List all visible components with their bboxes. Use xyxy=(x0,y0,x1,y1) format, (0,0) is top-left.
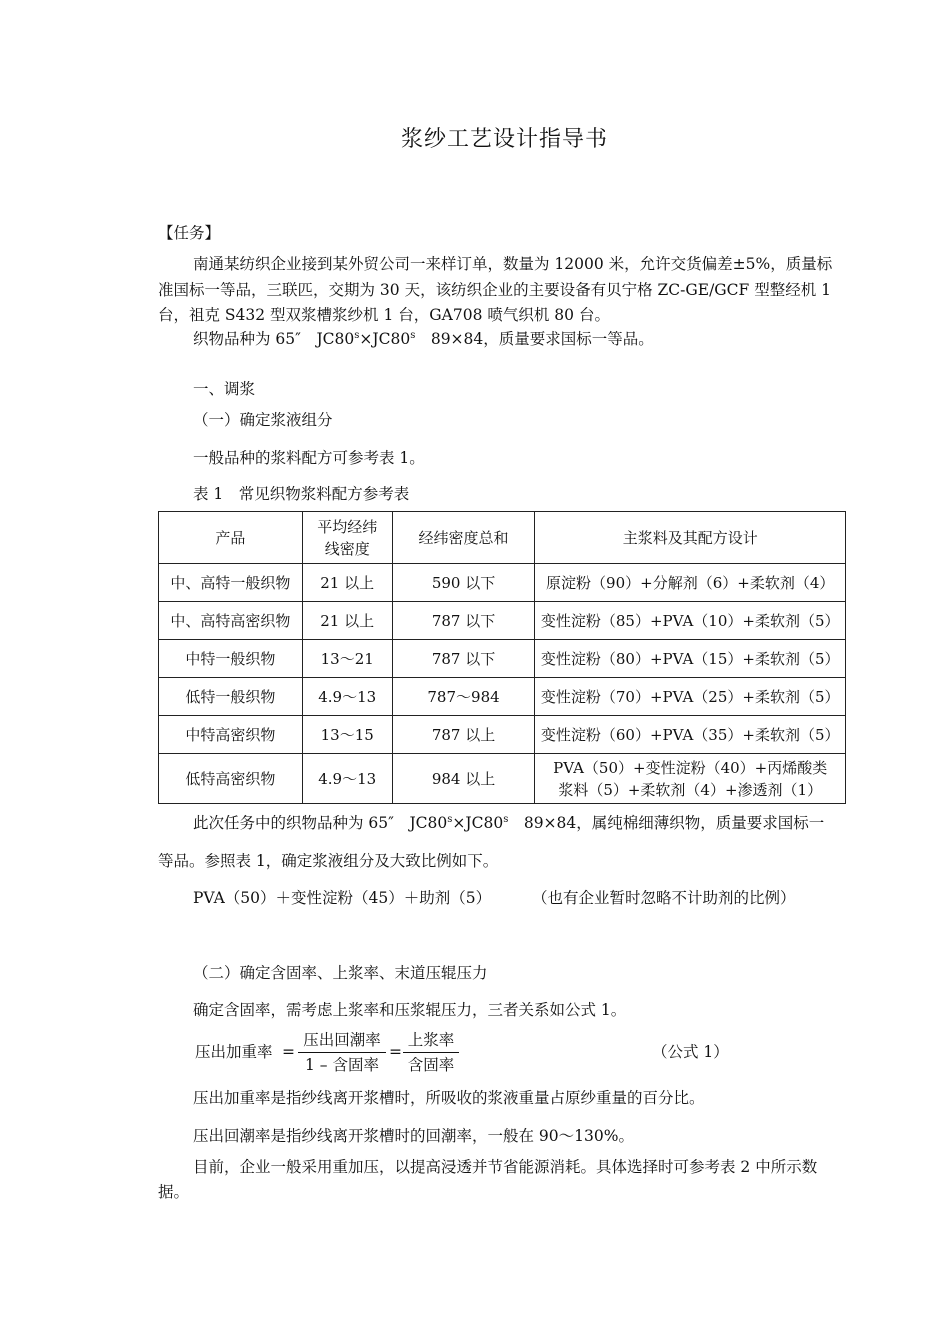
header-formula: 主浆料及其配方设计 xyxy=(535,512,846,564)
fraction-2-numerator: 上浆率 xyxy=(407,1031,455,1049)
table-row xyxy=(159,564,846,602)
fabric-spec-line xyxy=(193,328,654,350)
task-header: 【任务】 xyxy=(158,224,221,242)
cell-formula-line-1: PVA（50）+变性淀粉（40）+丙烯酸类 xyxy=(553,758,828,777)
task-fabric-part-b: ×JC80 xyxy=(452,814,504,832)
cell-formula: 变性淀粉（70）+PVA（25）+柔软剂（5） xyxy=(535,678,846,716)
cell-avg-density: 13～15 xyxy=(302,716,392,754)
header-avg-density-line-2: 线密度 xyxy=(324,539,370,558)
formula-lhs: 压出加重率 xyxy=(195,1043,273,1061)
table-row xyxy=(159,716,846,754)
cell-density-sum: 787 以下 xyxy=(392,602,535,640)
table-1-caption: 表 1 常见织物浆料配方参考表 xyxy=(193,485,410,503)
cell-avg-density: 21 以上 xyxy=(302,564,392,602)
cell-avg-density: 4.9～13 xyxy=(302,754,392,804)
cell-product: 低特高密织物 xyxy=(159,754,303,804)
header-density-sum: 经纬密度总和 xyxy=(392,512,535,564)
fraction-1-denominator: 1 – 含固率 xyxy=(305,1056,379,1074)
header-product: 产品 xyxy=(159,512,303,564)
cell-avg-density: 13～21 xyxy=(302,640,392,678)
fabric-spec-part-b: ×JC80 xyxy=(359,330,411,348)
task-fabric-part-c: 89×84，属纯棉细薄织物，质量要求国标一 xyxy=(508,814,825,832)
definition-1: 压出加重率是指纱线离开浆槽时，所吸收的浆液重量占原纱重量的百分比。 xyxy=(193,1089,705,1107)
table-row xyxy=(159,754,846,804)
table-header-row xyxy=(159,512,846,564)
task-fabric-sup-1: s xyxy=(447,814,453,825)
final-paragraph-line-1: 目前，企业一般采用重加压，以提高浸透并节省能源消耗。具体选择时可参考表 2 中所示数 xyxy=(193,1158,818,1176)
size-composition-note: （也有企业暂时忽略不计助剂的比例） xyxy=(532,889,796,907)
table-row xyxy=(159,602,846,640)
formula-equals-2: = xyxy=(389,1043,402,1061)
formula-fraction-2 xyxy=(403,1029,459,1076)
task-fabric-sup-2: s xyxy=(503,814,509,825)
cell-product: 中特一般织物 xyxy=(159,640,303,678)
task-paragraph-line-1: 南通某纺织企业接到某外贸公司一来样订单，数量为 12000 米，允许交货偏差±5%，质量标 xyxy=(193,255,833,273)
task-fabric-part-a: 此次任务中的织物品种为 65″ JC80 xyxy=(193,814,448,832)
cell-avg-density: 4.9～13 xyxy=(302,678,392,716)
subsection-heading-1: （一）确定浆液组分 xyxy=(193,411,333,429)
fraction-1-bar xyxy=(298,1052,386,1053)
header-avg-density xyxy=(302,512,392,564)
cell-formula: 变性淀粉（80）+PVA（15）+柔软剂（5） xyxy=(535,640,846,678)
task-paragraph-line-2: 准国标一等品，三联匹，交期为 30 天，该纺织企业的主要设备有贝宁格 ZC-GE/GCF 型整经机 1 xyxy=(158,281,832,299)
size-composition: PVA（50）＋变性淀粉（45）＋助剂（5） xyxy=(193,889,492,907)
table-row xyxy=(159,640,846,678)
cell-formula: 变性淀粉（60）+PVA（35）+柔软剂（5） xyxy=(535,716,846,754)
formula-fraction-1 xyxy=(298,1029,386,1076)
cell-density-sum: 787～984 xyxy=(392,678,535,716)
cell-density-sum: 984 以上 xyxy=(392,754,535,804)
cell-density-sum: 787 以下 xyxy=(392,640,535,678)
cell-product: 中、高特一般织物 xyxy=(159,564,303,602)
task-paragraph-line-3: 台，祖克 S432 型双浆槽浆纱机 1 台，GA708 喷气织机 80 台。 xyxy=(158,306,610,324)
cell-product: 中特高密织物 xyxy=(159,716,303,754)
final-paragraph-line-2: 据。 xyxy=(158,1183,190,1201)
cell-avg-density: 21 以上 xyxy=(302,602,392,640)
header-avg-density-line-1: 平均经纬 xyxy=(317,517,378,536)
cell-product: 中、高特高密织物 xyxy=(159,602,303,640)
fraction-1-numerator: 压出回潮率 xyxy=(303,1031,381,1049)
fraction-2-bar xyxy=(403,1052,459,1053)
cell-density-sum: 590 以下 xyxy=(392,564,535,602)
fabric-spec-sup-1: s xyxy=(354,330,360,341)
subsection-heading-2: （二）确定含固率、上浆率、末道压辊压力 xyxy=(193,964,488,982)
cell-formula: 原淀粉（90）+分解剂（6）+柔软剂（4） xyxy=(535,564,846,602)
cell-product: 低特一般织物 xyxy=(159,678,303,716)
cell-formula xyxy=(535,754,846,804)
sizing-recipe-table xyxy=(158,511,846,804)
fabric-spec-sup-2: s xyxy=(410,330,416,341)
task-fabric-line-2: 等品。参照表 1，确定浆液组分及大致比例如下。 xyxy=(158,852,499,870)
formula-equals-1: = xyxy=(282,1043,295,1061)
cell-density-sum: 787 以上 xyxy=(392,716,535,754)
definition-2: 压出回潮率是指纱线离开浆槽时的回潮率，一般在 90～130%。 xyxy=(193,1127,634,1145)
cell-formula: 变性淀粉（85）+PVA（10）+柔软剂（5） xyxy=(535,602,846,640)
formula-label: （公式 1） xyxy=(652,1043,729,1061)
section-heading-1: 一、调浆 xyxy=(193,380,256,398)
fraction-2-denominator: 含固率 xyxy=(407,1056,455,1074)
document-title: 浆纱工艺设计指导书 xyxy=(401,127,609,152)
formula-intro: 确定含固率，需考虑上浆率和压浆辊压力，三者关系如公式 1。 xyxy=(193,1001,627,1019)
table-row xyxy=(159,678,846,716)
cell-formula-line-2: 浆料（5）+柔软剂（4）+渗透剂（1） xyxy=(558,780,823,799)
fabric-spec-part-a: 织物品种为 65″ JC80 xyxy=(193,330,355,348)
fabric-spec-part-c: 89×84，质量要求国标一等品。 xyxy=(415,330,654,348)
task-fabric-line xyxy=(193,812,824,834)
table-reference-text: 一般品种的浆料配方可参考表 1。 xyxy=(193,449,425,467)
